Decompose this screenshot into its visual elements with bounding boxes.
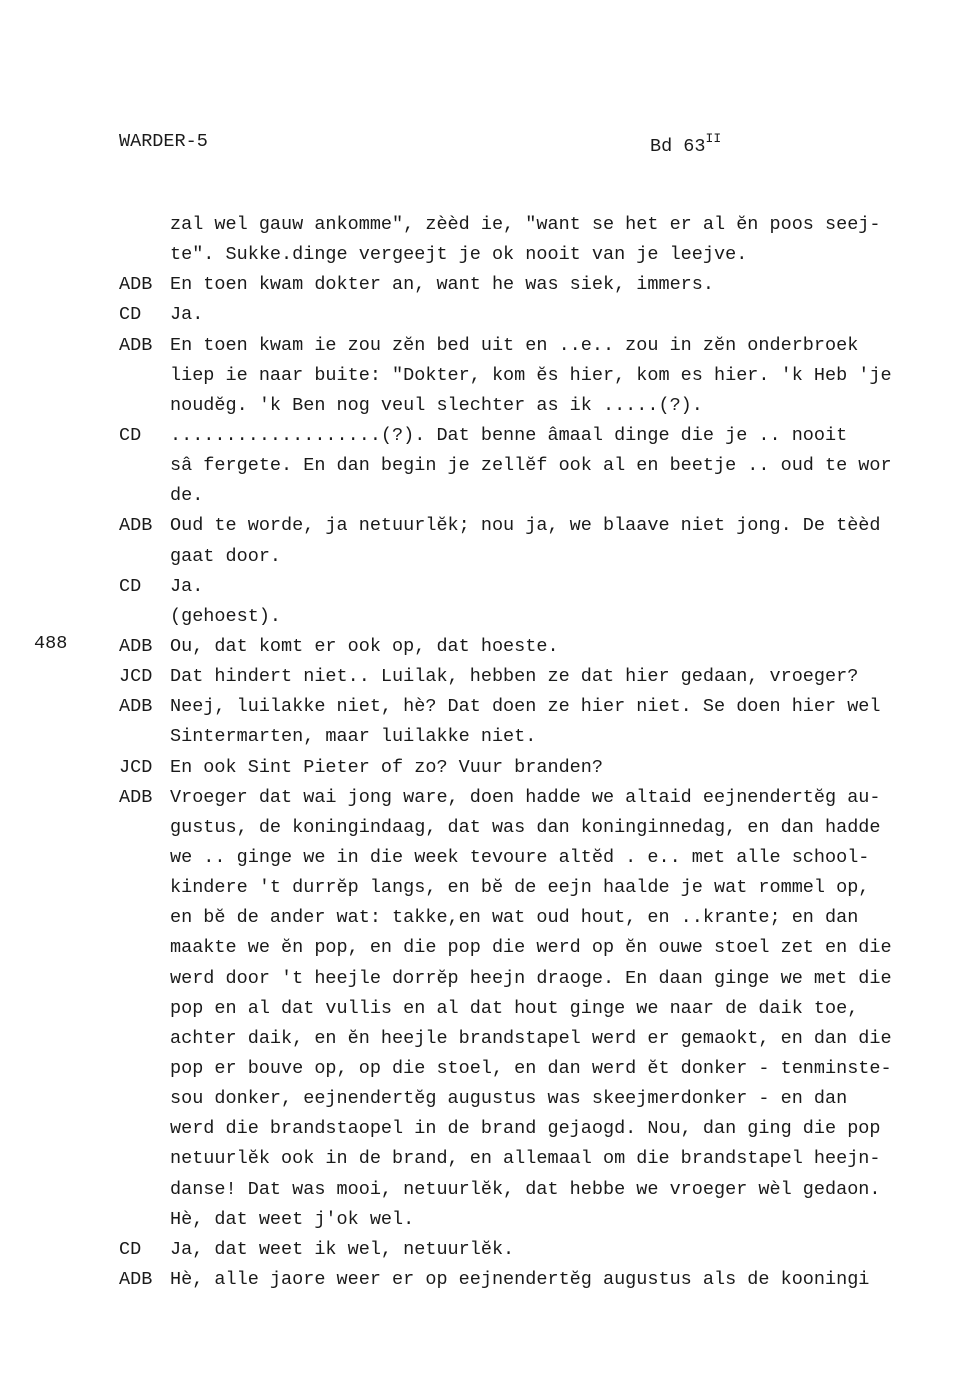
utterance <box>170 662 973 692</box>
speaker-label: CD <box>119 304 142 326</box>
utterance-line: (gehoest). <box>170 605 282 627</box>
transcript-turn <box>119 300 973 330</box>
speaker-label: ADB <box>119 696 153 718</box>
speaker-label: JCD <box>119 756 153 778</box>
utterance-line: liep ie naar buite: "Dokter, kom ĕs hier, kom es hier. 'k Heb 'je <box>170 364 892 386</box>
margin-line-number: 488 <box>34 633 68 654</box>
transcript-turn <box>119 572 973 632</box>
utterance-line: En toen kwam dokter an, want he was siek, immers. <box>170 274 714 296</box>
utterance-line: Ja, dat weet ik wel, netuurlĕk. <box>170 1238 515 1260</box>
utterance-line: netuurlĕk ook in de brand, en allemaal om die brandstapel heejn- <box>170 1148 881 1170</box>
utterance <box>170 783 973 1235</box>
transcript-turn <box>119 783 973 1235</box>
speaker-label: CD <box>119 1238 142 1260</box>
transcript-turn <box>119 662 973 692</box>
utterance-line: Sintermarten, maar luilakke niet. <box>170 726 537 748</box>
speaker-label: ADB <box>119 334 153 356</box>
utterance-line: Ou, dat komt er ook op, dat hoeste. <box>170 636 559 657</box>
transcript-turn <box>119 1265 973 1295</box>
speaker-label: JCD <box>119 666 153 688</box>
speaker-label: CD <box>119 575 142 597</box>
utterance-line: pop en al dat vullis en al dat hout ginge we naar de daik toe, <box>170 997 859 1019</box>
transcript-turn <box>119 270 973 300</box>
utterance-line: en bĕ de ander wat: takke,en wat oud hout, en ..krante; en dan <box>170 907 859 929</box>
utterance-line: gustus, de koningindaag, dat was dan koninginnedag, en dan hadde <box>170 816 881 838</box>
utterance-line: ...................(?). Dat benne âmaal dinge die je .. nooit <box>170 425 848 447</box>
utterance-line: kindere 't durrĕp langs, en bĕ de eejn haalde je wat rommel op, <box>170 877 870 899</box>
utterance-line: Oud te worde, ja netuurlĕk; nou ja, we blaave niet jong. De tèèd <box>170 515 881 537</box>
speaker-label: ADB <box>119 515 153 537</box>
utterance-line: de. <box>170 485 204 507</box>
transcript-turn <box>119 632 973 662</box>
utterance <box>170 692 973 752</box>
utterance <box>170 632 973 662</box>
speaker-label: CD <box>119 425 142 447</box>
utterance-line: Ja. <box>170 304 204 326</box>
utterance-line: sâ fergete. En dan begin je zellĕf ook al en beetje .. oud te wor <box>170 455 892 477</box>
speaker-label: ADB <box>119 786 153 808</box>
utterance-line: we .. ginge we in die week tevoure altĕd . e.. met alle school- <box>170 847 870 869</box>
utterance-line: danse! Dat was mooi, netuurlĕk, dat hebbe we vroeger wèl gedaon. <box>170 1178 881 1200</box>
utterance <box>170 210 973 270</box>
utterance <box>170 300 973 330</box>
utterance <box>170 1265 973 1295</box>
utterance-line: Hè, dat weet j'ok wel. <box>170 1208 415 1230</box>
transcript-turn <box>119 511 973 571</box>
page-reference-superscript: II <box>705 131 722 146</box>
utterance-line: sou donker, eejnendertĕg augustus was skeejmerdonker - en dan <box>170 1088 848 1110</box>
utterance-line: Ja. <box>170 575 204 597</box>
utterance-line: Vroeger dat wai jong ware, doen hadde we altaid eejnendertĕg au- <box>170 786 881 808</box>
utterance-line: werd die brandstaopel in de brand gejaogd. Nou, dan ging die pop <box>170 1118 881 1140</box>
utterance-line: Neej, luilakke niet, hè? Dat doen ze hier niet. Se doen hier wel <box>170 696 881 718</box>
page-reference <box>650 131 721 157</box>
speaker-label: ADB <box>119 1269 153 1291</box>
utterance-line: Hè, alle jaore weer er op eejnendertĕg augustus als de kooningi <box>170 1269 870 1291</box>
utterance <box>170 511 973 571</box>
document-id: WARDER-5 <box>119 131 208 152</box>
speaker-label: ADB <box>119 274 153 296</box>
utterance-line: noudĕg. 'k Ben nog veul slechter as ik .....(?). <box>170 394 703 416</box>
transcript-turn <box>119 210 973 270</box>
utterance-line: achter daik, en ĕn heejle brandstapel werd er gemaokt, en dan die <box>170 1027 892 1049</box>
transcript-turn <box>119 331 973 421</box>
utterance <box>170 1235 973 1265</box>
utterance-line: En toen kwam ie zou zĕn bed uit en ..e.. zou in zĕn onderbroek <box>170 334 859 356</box>
transcript-turn <box>119 692 973 752</box>
transcript <box>119 210 973 1295</box>
utterance-line: zal wel gauw ankomme", zèèd ie, "want se het er al ĕn poos seej- <box>170 214 881 235</box>
utterance-line: gaat door. <box>170 545 282 567</box>
utterance-line: te". Sukke.dinge vergeejt je ok nooit van je leejve. <box>170 244 748 266</box>
utterance <box>170 753 973 783</box>
utterance-line: Dat hindert niet.. Luilak, hebben ze dat hier gedaan, vroeger? <box>170 666 859 688</box>
transcript-turn <box>119 1235 973 1265</box>
utterance <box>170 270 973 300</box>
transcript-turn <box>119 421 973 511</box>
transcript-turn <box>119 753 973 783</box>
utterance-line: En ook Sint Pieter of zo? Vuur branden? <box>170 756 603 778</box>
speaker-label: ADB <box>119 636 153 657</box>
page-reference-text: Bd 63 <box>650 136 706 157</box>
utterance-line: maakte we ĕn pop, en die pop die werd op ĕn ouwe stoel zet en die <box>170 937 892 959</box>
utterance-line: pop er bouve op, op die stoel, en dan werd ĕt donker - tenminste- <box>170 1058 892 1080</box>
utterance-line: werd door 't heejle dorrĕp heejn draoge. En daan ginge we met die <box>170 967 892 989</box>
utterance <box>170 421 973 511</box>
utterance <box>170 331 973 421</box>
utterance <box>170 572 973 632</box>
